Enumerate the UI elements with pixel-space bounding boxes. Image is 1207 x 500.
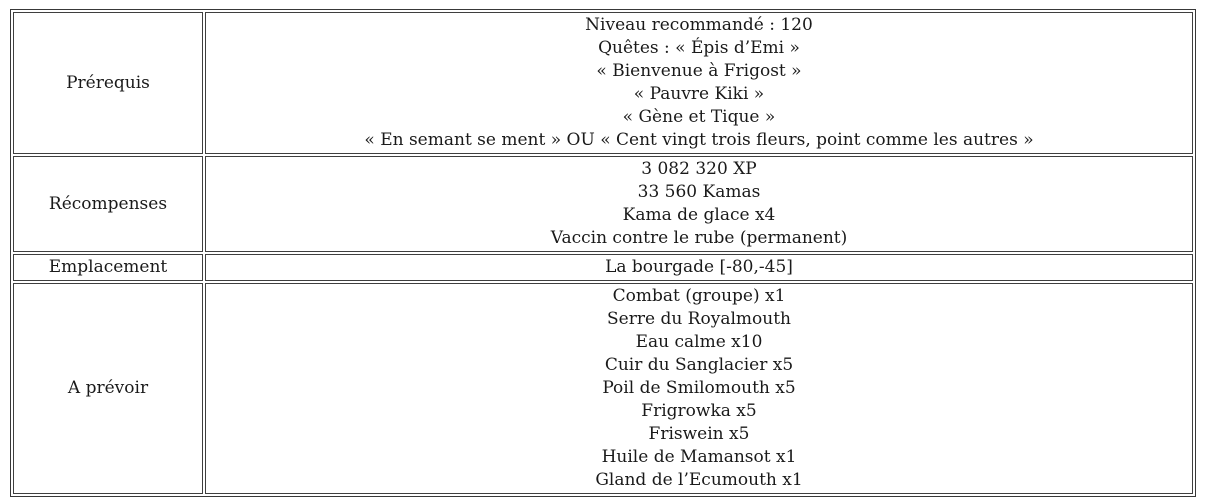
cell-line: Huile de Mamansot x1 xyxy=(601,447,797,467)
cell-line: Gland de l’Ecumouth x1 xyxy=(595,470,803,490)
row-content-a-prevoir xyxy=(205,283,1193,494)
cell-line: « En semant se ment » OU « Cent vingt trois fleurs, point comme les autres » xyxy=(364,130,1034,150)
row-content-emplacement xyxy=(205,254,1193,281)
cell-line: Vaccin contre le rube (permanent) xyxy=(550,228,848,248)
cell-line: Kama de glace x4 xyxy=(622,205,776,225)
cell-line: Serre du Royalmouth xyxy=(607,309,791,329)
cell-line: Combat (groupe) x1 xyxy=(612,286,786,306)
table-row-recompenses xyxy=(13,156,1193,252)
cell-line: La bourgade [-80,-45] xyxy=(605,257,793,277)
table-row-prerequis xyxy=(13,12,1193,154)
cell-line: « Gène et Tique » xyxy=(622,107,776,127)
cell-line: 3 082 320 XP xyxy=(641,159,757,179)
cell-line: « Bienvenue à Frigost » xyxy=(596,61,802,81)
row-content-recompenses xyxy=(205,156,1193,252)
cell-line: Friswein x5 xyxy=(648,424,750,444)
row-label-recompenses: Récompenses xyxy=(13,156,203,252)
row-label-emplacement: Emplacement xyxy=(13,254,203,281)
cell-line: Frigrowka x5 xyxy=(641,401,757,421)
cell-line: « Pauvre Kiki » xyxy=(633,84,765,104)
row-label-prerequis: Prérequis xyxy=(13,12,203,154)
table-row-emplacement xyxy=(13,254,1193,281)
cell-line: Niveau recommandé : 120 xyxy=(585,15,813,35)
cell-line: Eau calme x10 xyxy=(635,332,763,352)
cell-line: Cuir du Sanglacier x5 xyxy=(604,355,794,375)
table-row-a-prevoir xyxy=(13,283,1193,494)
row-content-prerequis xyxy=(205,12,1193,154)
row-label-a-prevoir: A prévoir xyxy=(13,283,203,494)
cell-line: Quêtes : « Épis d’Emi » xyxy=(598,38,800,58)
cell-line: 33 560 Kamas xyxy=(637,182,761,202)
quest-info-table xyxy=(10,9,1196,497)
cell-line: Poil de Smilomouth x5 xyxy=(602,378,796,398)
